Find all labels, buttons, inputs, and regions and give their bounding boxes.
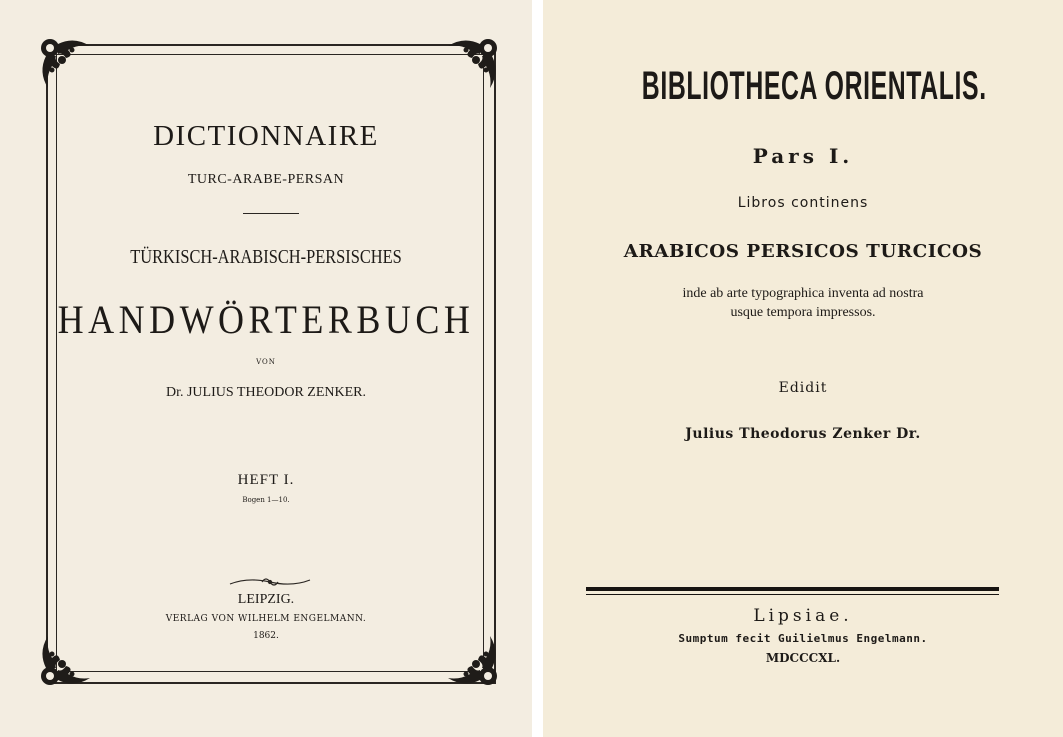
description-line-1: inde ab arte typographica inventa ad nostra (682, 286, 924, 301)
author-name: Dr. JULIUS THEODOR ZENKER. (165, 385, 366, 400)
editor-name: Julius Theodorus Zenker Dr. (685, 426, 921, 442)
divider-rule (243, 213, 299, 214)
imprint-publisher: Sumptum fecit Guilielmus Engelmann. (678, 632, 928, 645)
bibliotheca-title: BIBLIOTHECA ORIENTALIS. (641, 64, 987, 108)
von-label: VON (256, 358, 276, 366)
dictionary-title: DICTIONNAIRE (153, 120, 379, 152)
dictionary-subtitle: TURC-ARABE-PERSAN (187, 172, 345, 187)
scroll-divider-ornament-icon (228, 574, 312, 588)
libros-line: Libros continens (737, 195, 869, 211)
publisher-city: LEIPZIG. (237, 592, 295, 607)
languages-line: ARABICOS PERSICOS TURCICOS (623, 241, 983, 262)
heft-label: HEFT I. (237, 472, 295, 488)
right-title-page (543, 0, 1063, 737)
floral-corner-ornament-icon (38, 36, 98, 96)
imprint-year: MDCCCXL. (765, 651, 841, 665)
part-label: Pars I. (752, 144, 854, 168)
german-title: TÜRKISCH-ARABISCH-PERSISCHES (130, 246, 402, 268)
publisher-name: VERLAG VON WILHELM ENGELMANN. (165, 614, 367, 624)
description-line-2: usque tempora impressos. (730, 305, 876, 320)
thick-rule (586, 587, 999, 591)
bogen-label: Bogen 1—10. (242, 496, 290, 504)
thin-rule (586, 594, 999, 595)
edidit-label: Edidit (778, 380, 828, 396)
publication-year: 1862. (253, 631, 279, 641)
imprint-city: Lipsiae. (753, 606, 853, 626)
main-title: HANDWÖRTERBUCH (57, 297, 475, 342)
floral-corner-ornament-icon (440, 36, 500, 96)
